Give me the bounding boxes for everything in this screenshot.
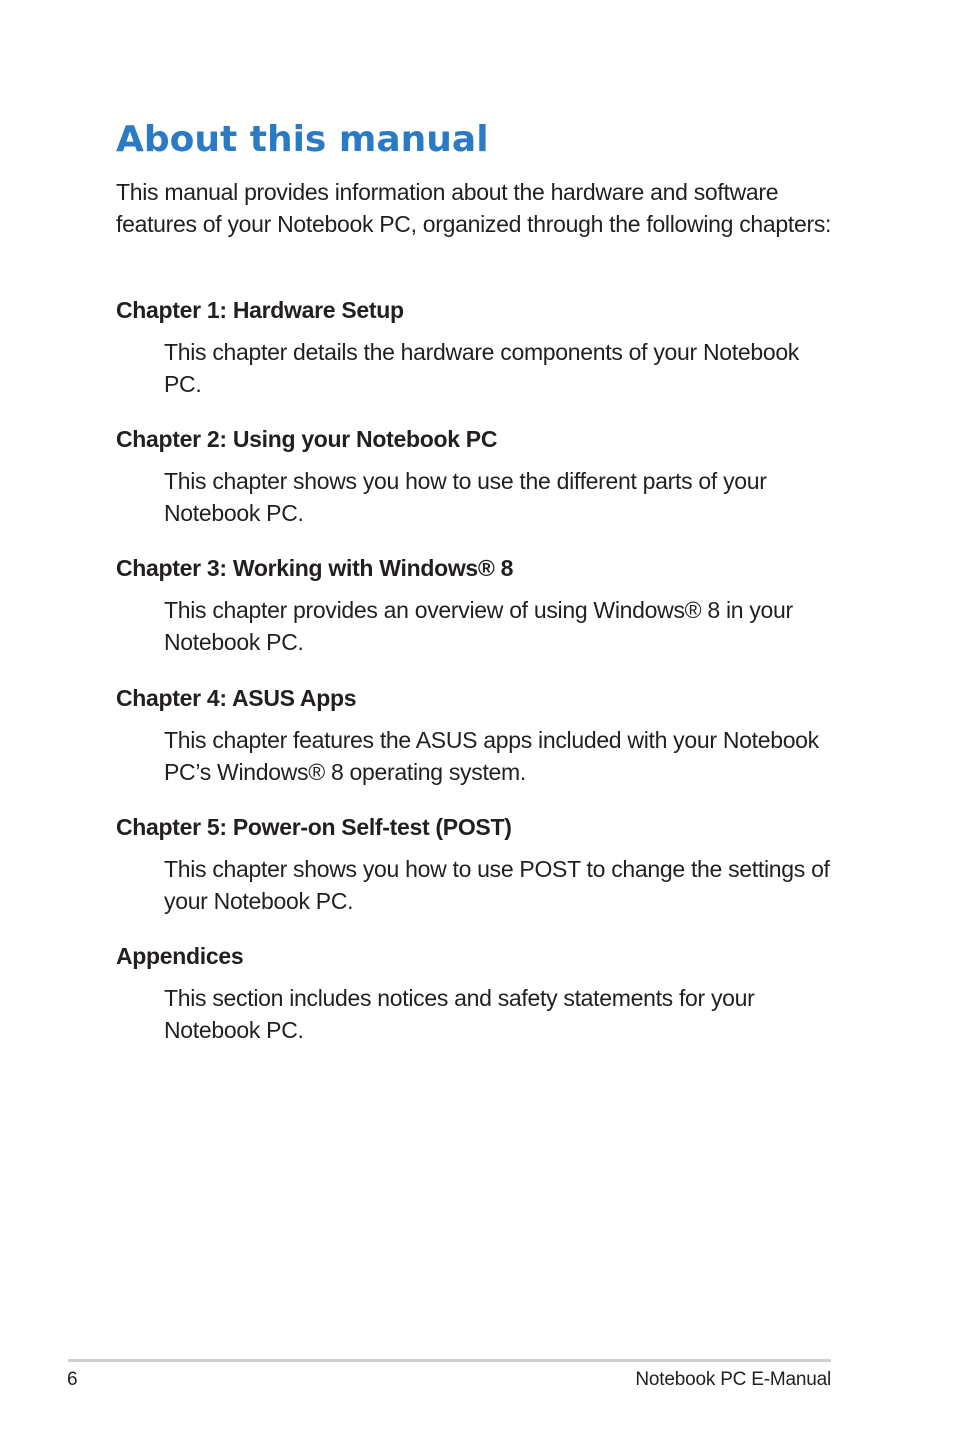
chapter-heading: Chapter 1: Hardware Setup [116,297,404,323]
chapter-heading: Chapter 4: ASUS Apps [116,684,357,711]
footer-manual-name: Notebook PC E-Manual [635,1369,831,1390]
chapter-heading: Chapter 2: Using your Notebook PC [116,426,498,453]
intro-paragraph: This manual provides information about the hardware and software features of your Notebook PC, organized through the following chapters: [116,179,832,237]
chapter-item [116,810,836,939]
chapter-item [116,422,836,551]
chapter-heading: Appendices [116,942,244,969]
chapter-list [116,293,836,1068]
chapter-description: This chapter provides an overview of using Windows® 8 in your Notebook PC. [164,597,793,656]
chapter-item [116,293,836,422]
page-number: 6 [67,1369,78,1390]
chapter-description: This section includes notices and safety statements for your Notebook PC. [164,984,755,1043]
chapter-description: This chapter details the hardware components of your Notebook PC. [164,339,800,397]
chapter-description: This chapter features the ASUS apps included with your Notebook PC’s Windows® 8 operating system. [164,726,819,785]
chapter-heading: Chapter 5: Power-on Self-test (POST) [116,813,512,840]
footer-divider [68,1359,831,1362]
chapter-description: This chapter shows you how to use the different parts of your Notebook PC. [164,468,767,527]
chapter-item [116,681,836,810]
chapter-description: This chapter shows you how to use POST to change the settings of your Notebook PC. [164,855,830,914]
chapter-item [116,939,836,1068]
chapter-item [116,551,836,680]
chapter-heading: Chapter 3: Working with Windows® 8 [116,555,514,582]
page-title: About this manual [116,119,489,160]
